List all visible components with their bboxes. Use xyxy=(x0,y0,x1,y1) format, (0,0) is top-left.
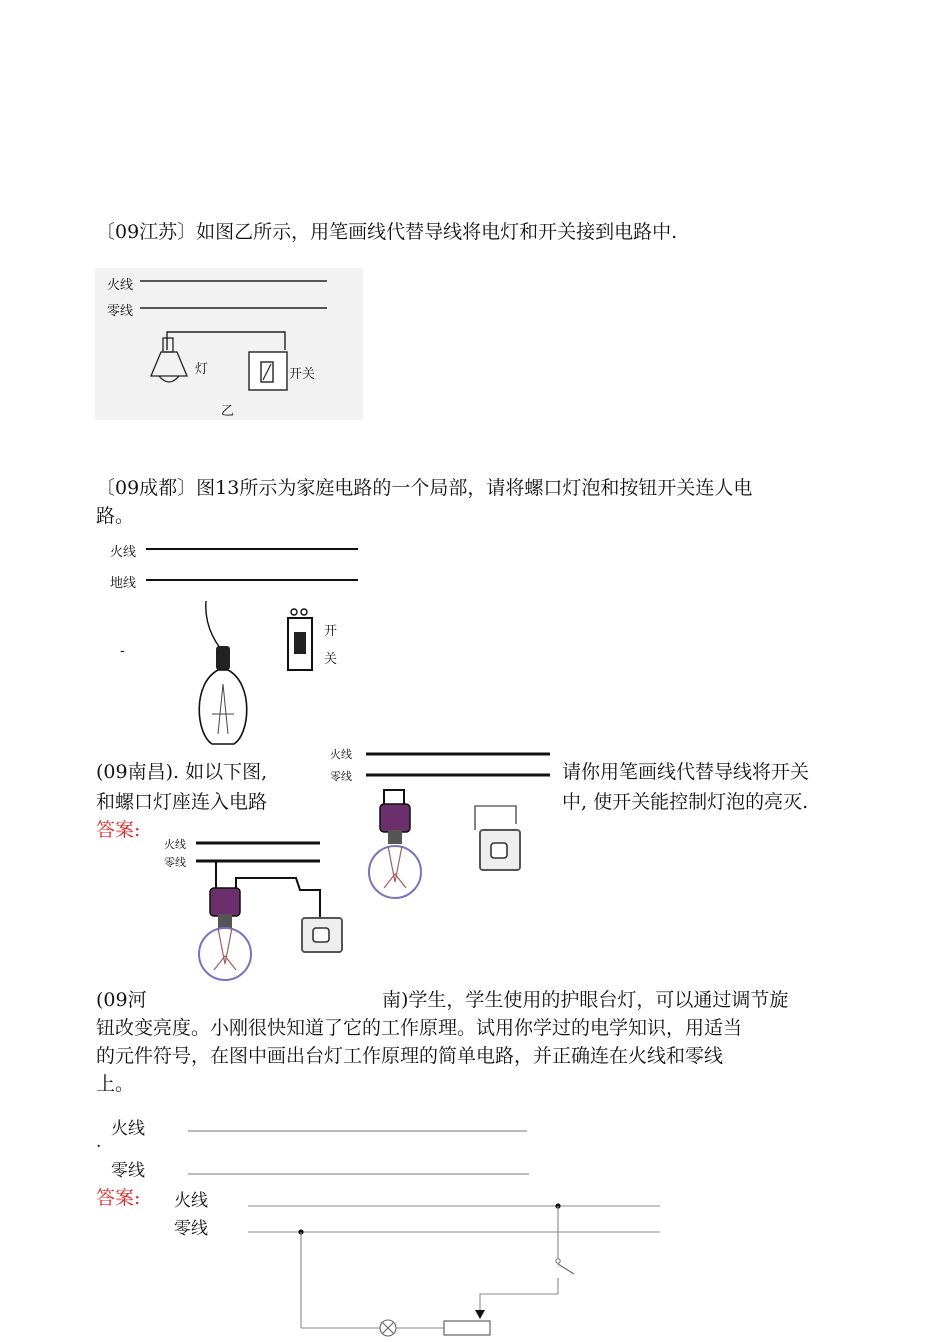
q1-text: 〔09江苏〕如图乙所示，用笔画线代替导线将电灯和开关接到电路中. xyxy=(96,221,678,243)
q1-caption: 乙 xyxy=(221,404,235,419)
q2-switch-label-b: 关 xyxy=(324,652,338,667)
q3-neutral-label: 零线 xyxy=(330,770,352,783)
q4-live-label: 火线 xyxy=(111,1119,145,1139)
q2-ground-label: 地线 xyxy=(110,576,137,591)
q4-answer-neutral-label: 零线 xyxy=(174,1219,208,1239)
q4-answer-label: 答案: xyxy=(96,1187,141,1209)
q4-text-line2: 钮改变亮度。小刚很快知道了它的工作原理。试用你学过的电学知识，用适当 xyxy=(96,1017,743,1039)
q4-text-line4: 上。 xyxy=(96,1073,135,1095)
q1-neutral-label: 零线 xyxy=(107,304,134,319)
q4-answer-rheostat xyxy=(444,1321,490,1335)
q4-stray-dot: . xyxy=(96,1132,102,1152)
q3-answer-live-label: 火线 xyxy=(164,838,186,851)
q1-switch-label: 开关 xyxy=(289,367,316,382)
q2-text-line1: 〔09成都〕图13所示为家庭电路的一个局部，请将螺口灯泡和按钮开关连人电 xyxy=(96,477,753,499)
q1-lamp-label: 灯 xyxy=(195,362,209,377)
q3-text-right1: 请你用笔画线代替导线将开关 xyxy=(562,761,810,783)
q4-text-line1a: (09河 xyxy=(96,989,147,1011)
q1-live-label: 火线 xyxy=(107,278,134,293)
q3-answer-neutral-label: 零线 xyxy=(164,856,186,869)
q3-text-left2: 和螺口灯座连入电路 xyxy=(96,791,268,813)
q3-live-label: 火线 xyxy=(330,748,352,761)
q4-answer-live-label: 火线 xyxy=(174,1191,208,1211)
q4-text-line1b: 南)学生，学生使用的护眼台灯，可以通过调节旋 xyxy=(382,989,789,1011)
q3-text-left1: (09南昌). 如以下图, xyxy=(96,761,268,783)
q4-text-line3: 的元件符号，在图中画出台灯工作原理的简单电路，并正确连在火线和零线 xyxy=(96,1045,724,1067)
q4-answer-switch-blade xyxy=(558,1264,574,1274)
q4-answer-switch-contact xyxy=(556,1259,560,1263)
q2-live-label: 火线 xyxy=(110,545,137,560)
q2-stray-mark: - xyxy=(120,644,125,659)
q3-text-right2: 中, 使开关能控制灯泡的亮灭. xyxy=(562,791,809,813)
q4-neutral-label: 零线 xyxy=(111,1161,145,1181)
q3-answer-label: 答案: xyxy=(96,819,141,841)
q2-switch-label-a: 开 xyxy=(324,624,338,639)
q2-text-line2: 路。 xyxy=(96,505,135,527)
q4-answer-rheostat-slider xyxy=(475,1310,485,1319)
